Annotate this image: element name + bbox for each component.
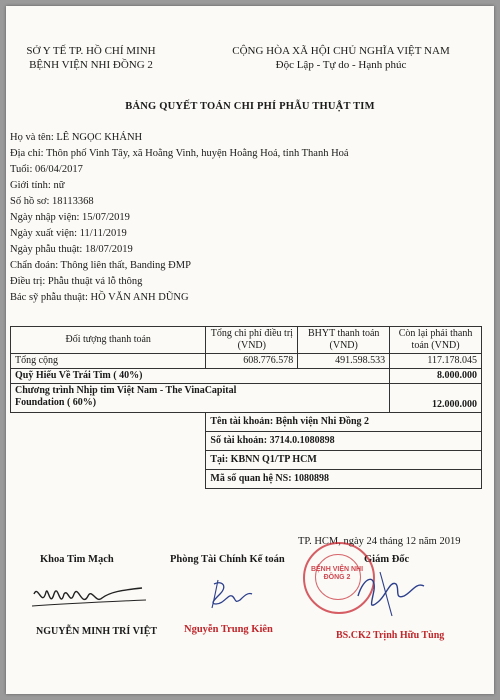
director-signature: [350, 566, 434, 622]
director-signer-name: BS.CK2 Trịnh Hữu Tùng: [336, 630, 445, 641]
table-cell: 8.000.000: [390, 369, 482, 384]
cardiology-signature: [30, 578, 148, 618]
table-row-fund: [11, 369, 482, 384]
table-row-program: [11, 384, 482, 413]
document-title: BẢNG QUYẾT TOÁN CHI PHÍ PHẪU THUẬT TIM: [125, 101, 375, 112]
col-header: Còn lại phải thanh toán (VND): [390, 327, 482, 354]
org-line1: SỞ Y TẾ TP. HỒ CHÍ MINH: [26, 45, 156, 57]
surgeon: Bác sỹ phẫu thuật: HỒ VĂN ANH DŨNG: [10, 292, 189, 303]
bank-account-number: Số tài khoản: 3714.0.1080898: [206, 432, 482, 451]
table-cell: Chương trình Nhịp tim Việt Nam - The VinaCapital Foundation ( 60%): [11, 384, 390, 413]
table-cell: Tổng cộng: [11, 354, 206, 369]
stamp-text: BỆNH VIỆN NHI ĐỒNG 2: [310, 566, 364, 581]
budget-code: Mã số quan hệ NS: 1080898: [206, 470, 482, 489]
table-header-row: [11, 327, 482, 354]
admission-date: Ngày nhập viện: 15/07/2019: [10, 212, 130, 223]
col-header: BHYT thanh toán (VND): [298, 327, 390, 354]
patient-address: Địa chỉ: Thôn phố Vinh Tây, xã Hoằng Vinh, huyện Hoằng Hoá, tỉnh Thanh Hoá: [10, 148, 349, 159]
treatment: Điều trị: Phẫu thuật vá lỗ thông: [10, 276, 143, 287]
col-header: Tổng chi phí điều trị (VND): [206, 327, 298, 354]
document-page: [6, 6, 494, 694]
patient-gender: Giới tính: nữ: [10, 180, 65, 191]
table-cell: Quỹ Hiếu Về Trái Tim ( 40%): [11, 369, 390, 384]
republic-line2: Độc Lập - Tự do - Hạnh phúc: [275, 59, 407, 71]
col-header: Đối tượng thanh toán: [11, 327, 206, 354]
table-cell: 117.178.045: [390, 354, 482, 369]
finance-dept-title: Phòng Tài Chính Kế toán: [170, 554, 285, 565]
patient-dob: Tuổi: 06/04/2017: [10, 164, 83, 175]
record-number: Số hồ sơ: 18113368: [10, 196, 94, 207]
date-line: TP. HCM, ngày 24 tháng 12 năm 2019: [298, 536, 461, 547]
republic-line1: CỘNG HÒA XÃ HỘI CHỦ NGHĨA VIỆT NAM: [232, 45, 450, 57]
finance-signer-name: Nguyễn Trung Kiên: [184, 624, 273, 635]
finance-signature: [202, 576, 262, 612]
cardiology-signer-name: NGUYỄN MINH TRÍ VIỆT: [36, 626, 158, 637]
bank-location: Tại: KBNN Q1/TP HCM: [206, 451, 482, 470]
patient-name: Họ và tên: LÊ NGỌC KHÁNH: [10, 132, 143, 143]
discharge-date: Ngày xuất viện: 11/11/2019: [10, 228, 127, 239]
cardiology-dept-title: Khoa Tim Mạch: [40, 554, 114, 565]
diagnosis: Chẩn đoán: Thông liên thất, Banding ĐMP: [10, 260, 191, 271]
org-line2: BỆNH VIỆN NHI ĐỒNG 2: [29, 59, 153, 71]
bank-account-name: Tên tài khoản: Bệnh viện Nhi Đồng 2: [206, 413, 482, 432]
republic-header: [196, 44, 486, 72]
surgery-date: Ngày phẫu thuật: 18/07/2019: [10, 244, 133, 255]
bank-row: [11, 413, 482, 432]
table-row-total: [11, 354, 482, 369]
table-cell: 12.000.000: [390, 384, 482, 413]
table-cell: 608.776.578: [206, 354, 298, 369]
director-title: Giám Đốc: [364, 554, 410, 565]
org-header: [6, 44, 176, 72]
payment-table: [10, 326, 482, 489]
table-cell: 491.598.533: [298, 354, 390, 369]
